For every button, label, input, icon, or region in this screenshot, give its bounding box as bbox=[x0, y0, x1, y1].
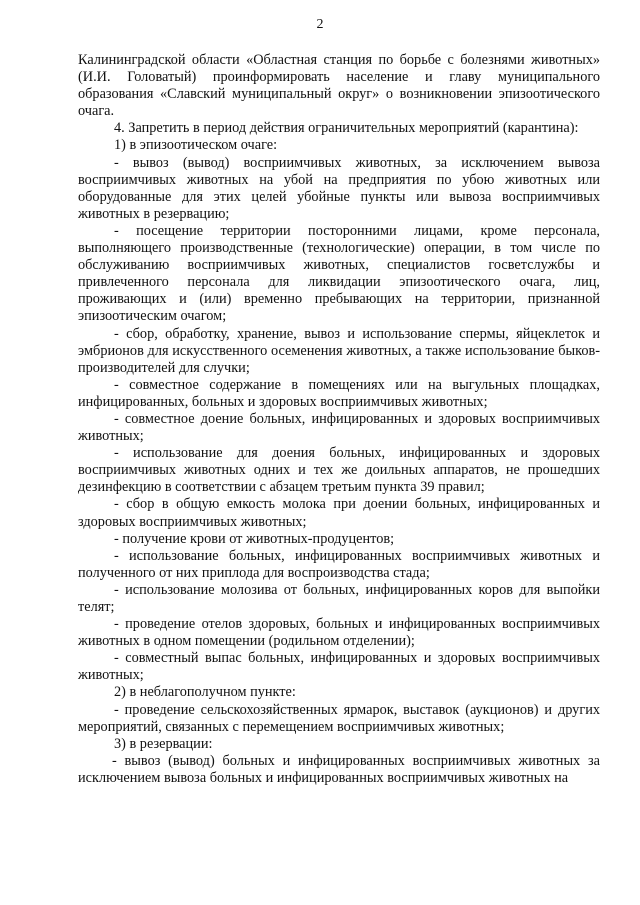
list-item: - вывоз (вывод) восприимчивых животных, за исключением вывоза восприимчивых животных на убой на предприятия по убою животных или оборудованные для этих целей убойные пункты или вывоза восприимчивых животных в резервацию; bbox=[78, 154, 600, 222]
list-item: - совместный выпас больных, инфицированных и здоровых восприимчивых животных; bbox=[78, 650, 600, 684]
list-item: - проведение отелов здоровых, больных и инфицированных восприимчивых животных в одном помещении (родильном отделении); bbox=[78, 616, 600, 650]
document-body bbox=[78, 52, 600, 787]
list-item: - использование для доения больных, инфицированных и здоровых восприимчивых животных одних и тех же доильных аппаратов, не прошедших дезинфекцию в соответствии с абзацем третьим пункта 39 правил; bbox=[78, 445, 600, 496]
list-item: - получение крови от животных-продуцентов; bbox=[114, 530, 395, 547]
list-item: - сбор, обработку, хранение, вывоз и использование спермы, яйцеклеток и эмбрионов для искусственного осеменения животных, а также использование быков-производителей для случки; bbox=[78, 325, 600, 376]
list-item: - совместное содержание в помещениях или на выгульных площадках, инфицированных, больных и здоровых восприимчивых животных; bbox=[78, 376, 600, 410]
list-item: - использование больных, инфицированных восприимчивых животных и полученного от них приплода для воспроизводства стада; bbox=[78, 547, 600, 581]
subheading-epizootic-focus: 1) в эпизоотическом очаге: bbox=[114, 137, 278, 154]
page-number: 2 bbox=[316, 17, 324, 32]
paragraph-notification: Калининградской области «Областная станция по борьбе с болезнями животных» (И.И. Головатый) проинформировать население и главу муниципального образования «Славский муниципальный округ» о возникновении эпизоотического очага. bbox=[78, 52, 600, 120]
list-item: - использование молозива от больных, инфицированных коров для выпойки телят; bbox=[78, 581, 600, 615]
list-item: - вывоз (вывод) больных и инфицированных восприимчивых животных за исключением вывоза больных и инфицированных восприимчивых животных на bbox=[78, 752, 600, 786]
subheading-unfavorable-point: 2) в неблагополучном пункте: bbox=[114, 684, 296, 701]
list-item: - проведение сельскохозяйственных ярмарок, выставок (аукционов) и других мероприятий, связанных с перемещением восприимчивых животных; bbox=[78, 701, 600, 735]
paragraph-item-4: 4. Запретить в период действия ограничительных мероприятий (карантина): bbox=[114, 120, 579, 137]
list-item: - сбор в общую емкость молока при доении больных, инфицированных и здоровых восприимчивых животных; bbox=[78, 496, 600, 530]
list-item: - совместное доение больных, инфицированных и здоровых восприимчивых животных; bbox=[78, 410, 600, 445]
subheading-reservation: 3) в резервации: bbox=[114, 735, 213, 752]
list-item: - посещение территории посторонними лицами, кроме персонала, выполняющего производственные (технологические) операции, в том числе по обслуживанию восприимчивых животных, специалистов госветслужбы и привлеченного персонала для ликвидации эпизоотического очага, лиц, проживающих и (или) временно пребывающих на территории, признанной эпизоотическим очагом; bbox=[78, 222, 600, 325]
